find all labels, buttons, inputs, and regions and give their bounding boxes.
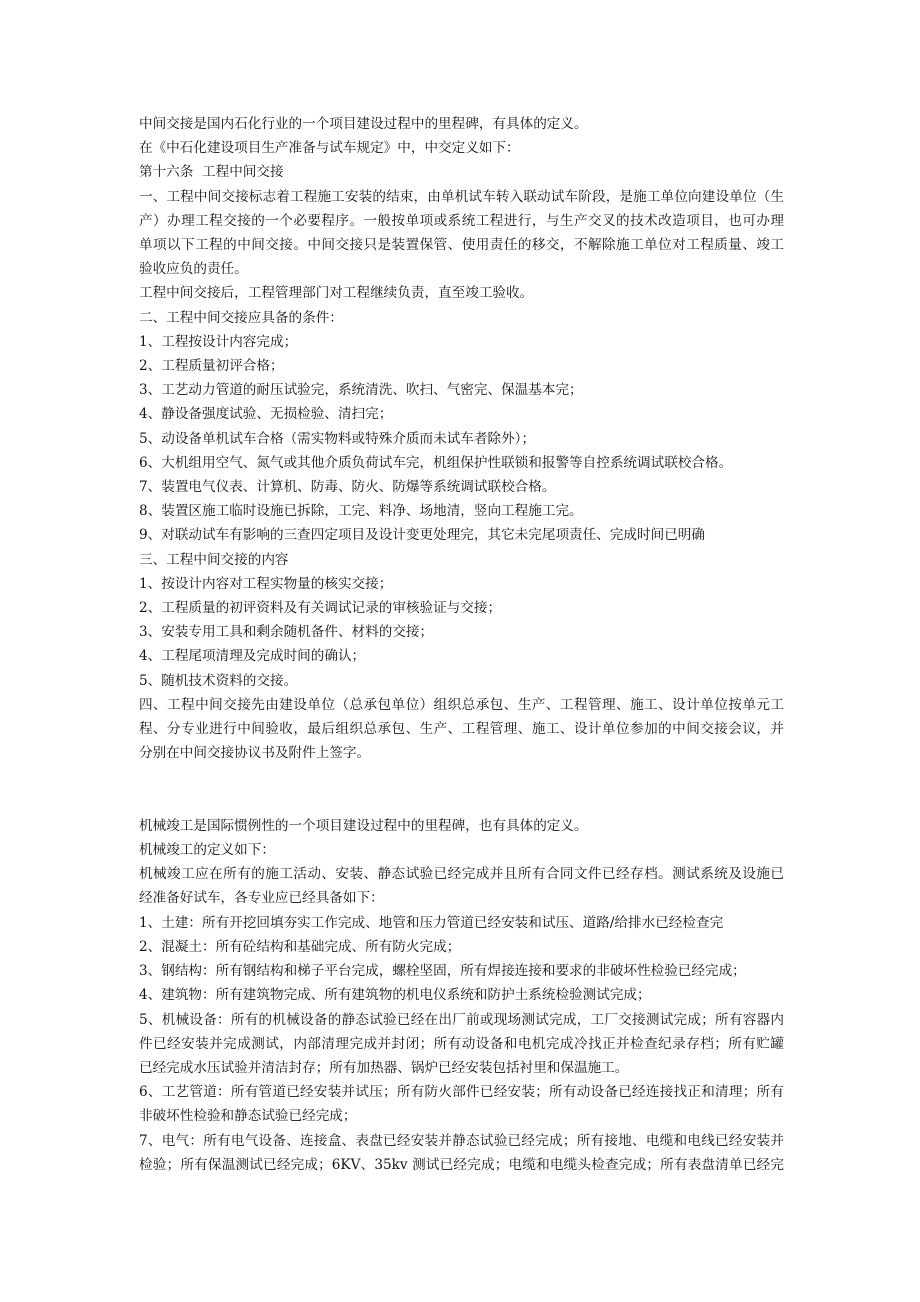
list-item: 3、工艺动力管道的耐压试验完，系统清洗、吹扫、气密完、保温基本完； [139,382,583,399]
blank-spacer [139,765,784,813]
list-item: 6、大机组用空气、氮气或其他介质负荷试车完，机组保护性联锁和报警等自控系统调试联校合格。 [139,454,733,471]
list-item: 5、动设备单机试车合格（需实物料或特殊介质而未试车者除外）； [139,430,536,447]
section-heading: 三、工程中间交接的内容 [139,551,289,568]
text-line: 产）办理工程交接的一个必要程序。一般按单项或系统工程进行，与生产交叉的技术改造项目，也可办理 [139,212,784,229]
article-heading: 第十六条 工程中间交接 [139,164,284,181]
list-item: 9、对联动试车有影响的三查四定项目及设计变更处理完，其它未完尾项责任、完成时间已明确 [139,527,705,544]
list-item: 2、工程质量的初评资料及有关调试记录的审核验证与交接； [139,600,502,617]
list-item: 2、工程质量初评合格； [139,358,284,375]
section-intermediate-handover [139,112,784,765]
list-item: 3、钢结构：所有钢结构和梯子平台完成，螺栓坚固，所有焊接连接和要求的非破坏性检验已经完成； [139,963,746,980]
list-item: 1、土建：所有开挖回填夯实工作完成、地管和压力管道已经安装和试压、道路/给排水已经检查完 [139,914,724,931]
list-item: 7、电气：所有电气设备、连接盒、表盘已经安装并静态试验已经完成；所有接地、电缆和电线已经安装并 [139,1132,784,1149]
text-line: 一、工程中间交接标志着工程施工安装的结束，由单机试车转入联动试车阶段，是施工单位向建设单位（生 [139,188,784,205]
list-item: 1、工程按设计内容完成； [139,333,298,350]
list-item: 4、建筑物：所有建筑物完成、所有建筑物的机电仪系统和防护土系统检验测试完成； [139,987,651,1004]
list-item: 5、随机技术资料的交接。 [139,672,298,689]
list-item: 6、工艺管道：所有管道已经安装并试压；所有防火部件已经安装；所有动设备已经连接找正和清理；所有 [139,1084,784,1101]
text-line: 工程中间交接后，工程管理部门对工程继续负责，直至竣工验收。 [139,285,534,302]
text-line: 单项以下工程的中间交接。中间交接只是装置保管、使用责任的移交，不解除施工单位对工程质量、竣工 [139,237,784,254]
list-item: 5、机械设备：所有的机械设备的静态试验已经在出厂前或现场测试完成，工厂交接测试完成；所有容器内 [139,1011,784,1028]
text-line: 经准备好试车，各专业应已经具备如下： [139,890,384,907]
text-line: 程、分专业进行中间验收，最后组织总承包、生产、工程管理、施工、设计单位参加的中间交接会议，并 [139,721,784,738]
section-heading: 二、工程中间交接应具备的条件： [139,309,343,326]
text-line: 中间交接是国内石化行业的一个项目建设过程中的里程碑，有具体的定义。 [139,116,588,132]
text-line: 非破坏性检验和静态试验已经完成； [139,1108,357,1125]
list-item: 1、按设计内容对工程实物量的核实交接； [139,575,393,592]
text-line: 验收应负的责任。 [139,261,248,278]
text-line: 机械竣工是国际惯例性的一个项目建设过程中的里程碑，也有具体的定义。 [139,817,588,834]
list-item: 4、静设备强度试验、无损检验、清扫完； [139,406,393,423]
list-item: 3、安装专用工具和剩余随机备件、材料的交接； [139,624,434,641]
text-line: 已经完成水压试验并清洁封存；所有加热器、锅炉已经安装包括衬里和保温施工。 [139,1059,629,1076]
list-item: 2、混凝土：所有砼结构和基础完成、所有防火完成； [139,938,461,955]
text-line: 机械竣工的定义如下： [139,842,275,859]
text-line: 四、工程中间交接先由建设单位（总承包单位）组织总承包、生产、工程管理、施工、设计单位按单元工 [139,696,784,713]
list-item: 4、工程尾项清理及完成时间的确认； [139,648,366,665]
section-mechanical-completion [139,814,784,1177]
text-line: 机械竣工应在所有的施工活动、安装、静态试验已经完成并且所有合同文件已经存档。测试系统及设施已 [139,866,784,883]
text-line: 检验；所有保温测试已经完成；6KV、35kv 测试已经完成；电缆和电缆头检查完成；所有表盘清单已经完 [139,1156,784,1173]
list-item: 7、装置电气仪表、计算机、防毒、防火、防爆等系统调试联校合格。 [139,479,556,496]
text-line: 件已经安装并完成测试，内部清理完成并封闭；所有动设备和电机完成冷找正并检查纪录存档；所有贮罐 [139,1035,784,1052]
document-page [139,112,784,1177]
text-line: 在《中石化建设项目生产准备与试车规定》中，中交定义如下： [139,140,520,157]
list-item: 8、装置区施工临时设施已拆除，工完、料净、场地清，竖向工程施工完。 [139,503,583,520]
text-line: 分别在中间交接协议书及附件上签字。 [139,745,371,762]
